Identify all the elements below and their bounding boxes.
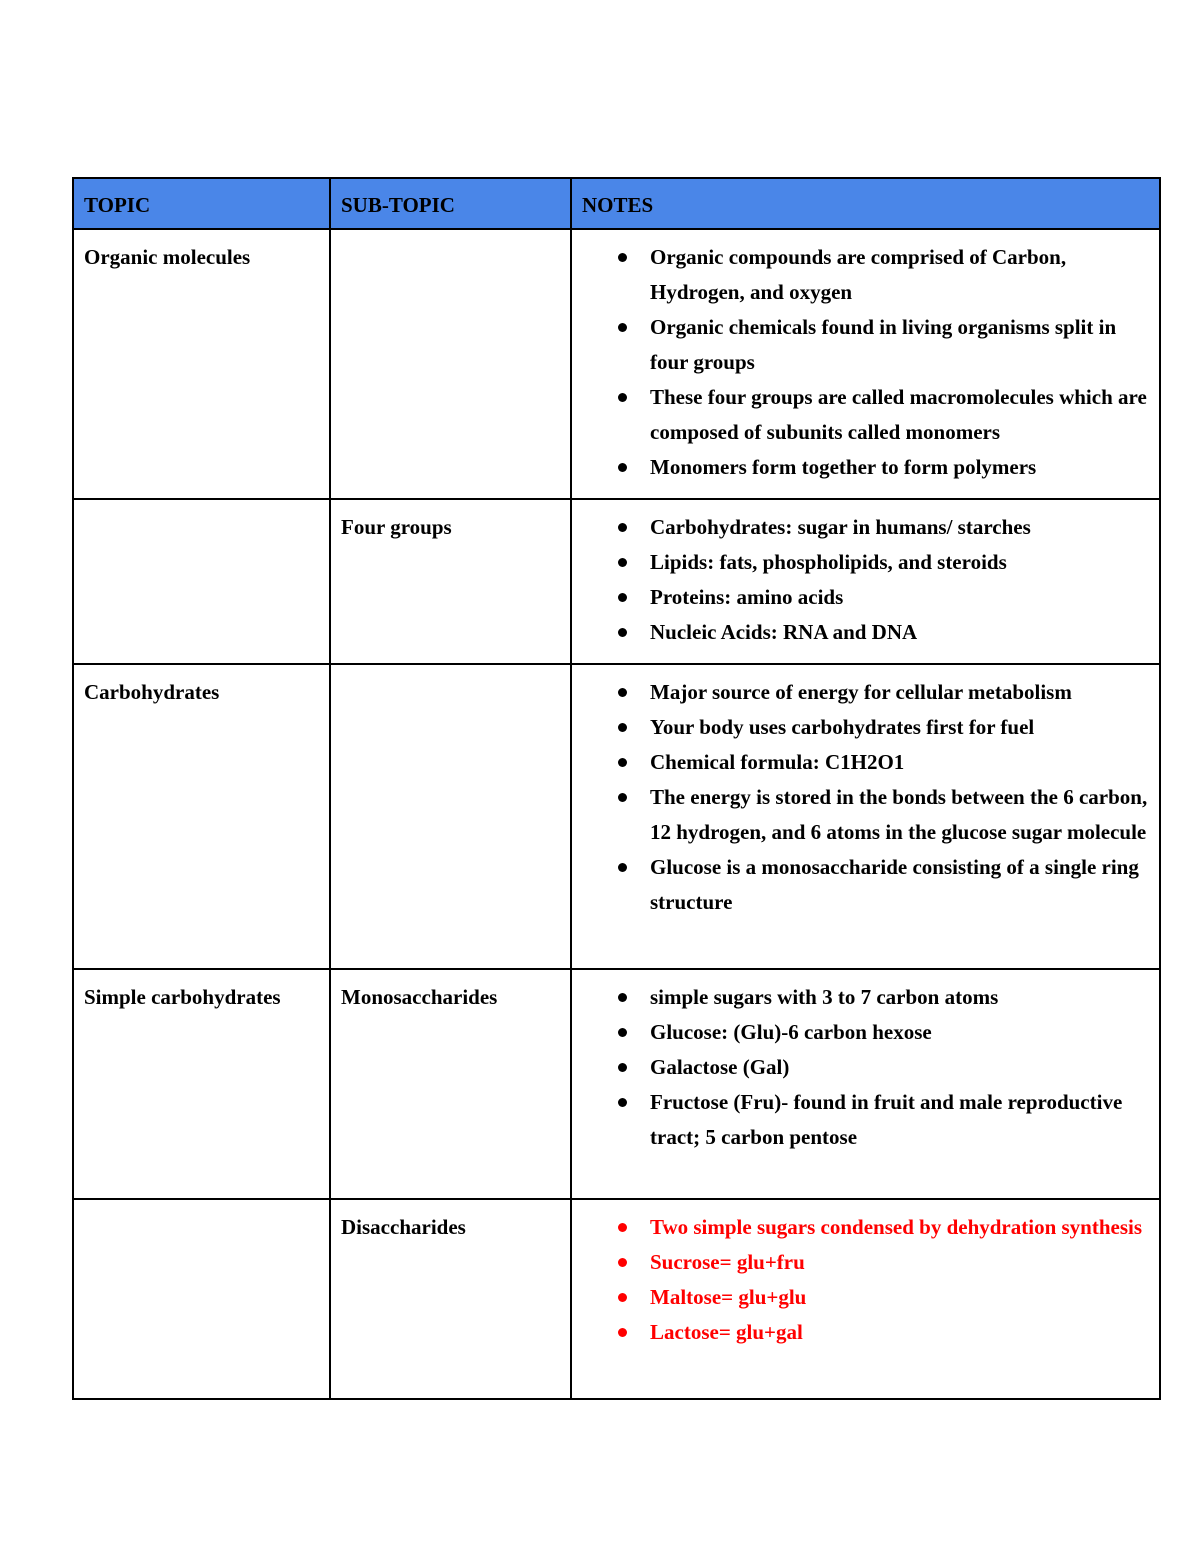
list-item bbox=[572, 1210, 1149, 1245]
note-text: Fructose (Fru)- found in fruit and male reproductive tract; 5 carbon pentose bbox=[650, 1090, 1123, 1149]
table-header-row bbox=[73, 178, 1160, 229]
subtopic-text: Four groups bbox=[341, 515, 452, 539]
table-row bbox=[73, 1199, 1160, 1399]
note-text: Two simple sugars condensed by dehydration synthesis bbox=[650, 1215, 1143, 1239]
topic-text bbox=[74, 1200, 329, 1210]
subtopic-cell bbox=[330, 1199, 571, 1399]
list-item bbox=[572, 1280, 1149, 1315]
topic-cell bbox=[73, 664, 330, 969]
topic-text: Carbohydrates bbox=[84, 680, 220, 704]
topic-cell bbox=[73, 499, 330, 664]
subtopic-text: Disaccharides bbox=[341, 1215, 466, 1239]
note-text: Galactose (Gal) bbox=[650, 1055, 790, 1079]
bullet-icon bbox=[618, 793, 627, 802]
header-subtopic: SUB-TOPIC bbox=[330, 178, 571, 229]
list-item bbox=[572, 580, 1149, 615]
subtopic-text bbox=[331, 230, 570, 240]
subtopic-text: Monosaccharides bbox=[341, 985, 498, 1009]
list-item bbox=[572, 545, 1149, 580]
subtopic-cell bbox=[330, 664, 571, 969]
notes-table bbox=[72, 177, 1161, 1400]
note-text: The energy is stored in the bonds between the 6 carbon, 12 hydrogen, and 6 atoms in the glucose sugar molecule bbox=[650, 785, 1148, 844]
notes-list bbox=[572, 230, 1159, 495]
note-text: Proteins: amino acids bbox=[650, 585, 844, 609]
notes-cell bbox=[571, 1199, 1160, 1399]
list-item bbox=[572, 675, 1149, 710]
note-text: Sucrose= glu+fru bbox=[650, 1250, 805, 1274]
bullet-icon bbox=[618, 863, 627, 872]
bullet-icon bbox=[618, 628, 627, 637]
table-row bbox=[73, 664, 1160, 969]
list-item bbox=[572, 1050, 1149, 1085]
bullet-icon bbox=[618, 1028, 627, 1037]
list-item bbox=[572, 450, 1149, 485]
list-item bbox=[572, 1085, 1149, 1155]
note-text: Monomers form together to form polymers bbox=[650, 455, 1037, 479]
subtopic-cell bbox=[330, 499, 571, 664]
note-text: Organic chemicals found in living organisms split in four groups bbox=[650, 315, 1117, 374]
note-text: Organic compounds are comprised of Carbon, Hydrogen, and oxygen bbox=[650, 245, 1067, 304]
list-item bbox=[572, 240, 1149, 310]
table-row bbox=[73, 499, 1160, 664]
list-item bbox=[572, 510, 1149, 545]
bullet-icon bbox=[618, 758, 627, 767]
table-row bbox=[73, 229, 1160, 499]
topic-text bbox=[74, 500, 329, 510]
subtopic-text bbox=[331, 665, 570, 675]
note-text: Nucleic Acids: RNA and DNA bbox=[650, 620, 918, 644]
bullet-icon bbox=[618, 723, 627, 732]
bullet-icon bbox=[618, 1223, 627, 1232]
notes-cell bbox=[571, 499, 1160, 664]
note-text: Carbohydrates: sugar in humans/ starches bbox=[650, 515, 1031, 539]
notes-cell bbox=[571, 229, 1160, 499]
bullet-icon bbox=[618, 463, 627, 472]
list-item bbox=[572, 1315, 1149, 1350]
bullet-icon bbox=[618, 523, 627, 532]
list-item bbox=[572, 380, 1149, 450]
bullet-icon bbox=[618, 1328, 627, 1337]
note-text: These four groups are called macromolecules which are composed of subunits called monomers bbox=[650, 385, 1147, 444]
list-item bbox=[572, 980, 1149, 1015]
note-text: Glucose is a monosaccharide consisting of a single ring structure bbox=[650, 855, 1139, 914]
notes-cell bbox=[571, 664, 1160, 969]
list-item bbox=[572, 850, 1149, 920]
topic-text: Organic molecules bbox=[84, 245, 251, 269]
note-text: Maltose= glu+glu bbox=[650, 1285, 807, 1309]
notes-list bbox=[572, 665, 1159, 930]
bullet-icon bbox=[618, 253, 627, 262]
table-row bbox=[73, 969, 1160, 1199]
topic-text: Simple carbohydrates bbox=[84, 985, 281, 1009]
topic-cell bbox=[73, 1199, 330, 1399]
subtopic-cell bbox=[330, 229, 571, 499]
topic-cell bbox=[73, 969, 330, 1199]
bullet-icon bbox=[618, 393, 627, 402]
subtopic-cell bbox=[330, 969, 571, 1199]
note-text: Lactose= glu+gal bbox=[650, 1320, 803, 1344]
list-item bbox=[572, 615, 1149, 650]
note-text: Lipids: fats, phospholipids, and steroids bbox=[650, 550, 1007, 574]
bullet-icon bbox=[618, 993, 627, 1002]
header-notes: NOTES bbox=[571, 178, 1160, 229]
note-text: Chemical formula: C1H2O1 bbox=[650, 750, 905, 774]
notes-cell bbox=[571, 969, 1160, 1199]
note-text: Glucose: (Glu)-6 carbon hexose bbox=[650, 1020, 932, 1044]
bullet-icon bbox=[618, 1258, 627, 1267]
list-item bbox=[572, 310, 1149, 380]
bullet-icon bbox=[618, 323, 627, 332]
header-topic: TOPIC bbox=[73, 178, 330, 229]
note-text: simple sugars with 3 to 7 carbon atoms bbox=[650, 985, 999, 1009]
list-item bbox=[572, 1015, 1149, 1050]
list-item bbox=[572, 1245, 1149, 1280]
note-text: Your body uses carbohydrates first for fuel bbox=[650, 715, 1035, 739]
notes-list bbox=[572, 970, 1159, 1165]
topic-cell bbox=[73, 229, 330, 499]
list-item bbox=[572, 710, 1149, 745]
bullet-icon bbox=[618, 558, 627, 567]
bullet-icon bbox=[618, 1098, 627, 1107]
bullet-icon bbox=[618, 1063, 627, 1072]
notes-list bbox=[572, 500, 1159, 660]
bullet-icon bbox=[618, 1293, 627, 1302]
note-text: Major source of energy for cellular metabolism bbox=[650, 680, 1072, 704]
list-item bbox=[572, 780, 1149, 850]
notes-list bbox=[572, 1200, 1159, 1360]
bullet-icon bbox=[618, 593, 627, 602]
bullet-icon bbox=[618, 688, 627, 697]
list-item bbox=[572, 745, 1149, 780]
